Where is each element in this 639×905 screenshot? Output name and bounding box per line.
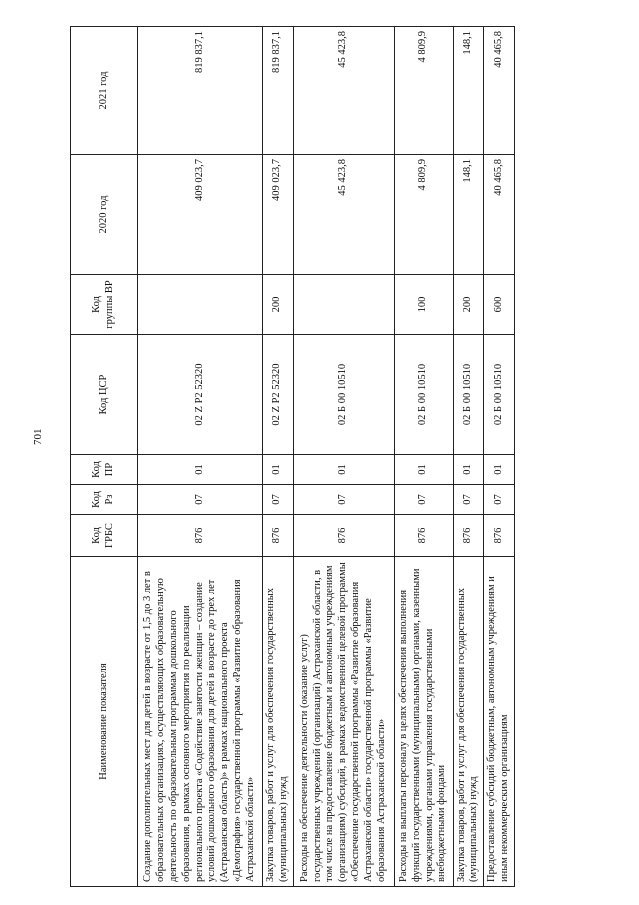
cell-pr: 01 (263, 455, 294, 485)
cell-csr: 02 Z P2 52320 (263, 335, 294, 455)
cell-vr: 100 (394, 275, 453, 335)
header-2021: 2021 год (71, 27, 138, 155)
header-csr: Код ЦСР (71, 335, 138, 455)
cell-pr: 01 (484, 455, 515, 485)
cell-pr: 01 (293, 455, 394, 485)
rotated-table-container (70, 27, 530, 887)
cell-2020: 409 023,7 (138, 155, 263, 275)
cell-2020: 148,1 (453, 155, 484, 275)
cell-vr: 600 (484, 275, 515, 335)
cell-name: Закупка товаров, работ и услуг для обеспечения государственных (муниципальных) нужд (263, 557, 294, 887)
cell-name: Предоставление субсидий бюджетным, автономным учреждениям и иным некоммерческим организациям (484, 557, 515, 887)
table-row (138, 27, 263, 887)
cell-2021: 819 837,1 (263, 27, 294, 155)
cell-vr (293, 275, 394, 335)
table-row (293, 27, 394, 887)
cell-grbs: 876 (138, 515, 263, 557)
cell-pr: 01 (138, 455, 263, 485)
table-row (263, 27, 294, 887)
cell-rz: 07 (484, 485, 515, 515)
cell-csr: 02 Z P2 52320 (138, 335, 263, 455)
cell-rz: 07 (293, 485, 394, 515)
cell-name: Расходы на обеспечение деятельности (оказание услуг) государственных учреждений (организаций) Астраханской области, в том числе на предоставление бюджетным и автономным учреждениям (организациям) субсидий, в рамках ведомственной целевой программы «Обеспечение государственной программы «Развитие образования Астраханской области» государственной программы «Развитие образования Астраханской области» (293, 557, 394, 887)
page-number: 701 (32, 428, 44, 445)
cell-vr (138, 275, 263, 335)
cell-2020: 40 465,8 (484, 155, 515, 275)
header-rz: Код Рз (71, 485, 138, 515)
cell-pr: 01 (394, 455, 453, 485)
header-vr: Код группы ВР (71, 275, 138, 335)
cell-2021: 148,1 (453, 27, 484, 155)
cell-rz: 07 (394, 485, 453, 515)
cell-2021: 45 423,8 (293, 27, 394, 155)
cell-2021: 40 465,8 (484, 27, 515, 155)
table-row (453, 27, 484, 887)
cell-2020: 45 423,8 (293, 155, 394, 275)
cell-csr: 02 Б 00 10510 (394, 335, 453, 455)
cell-grbs: 876 (293, 515, 394, 557)
cell-csr: 02 Б 00 10510 (453, 335, 484, 455)
cell-grbs: 876 (263, 515, 294, 557)
cell-grbs: 876 (453, 515, 484, 557)
cell-2021: 4 809,9 (394, 27, 453, 155)
header-pr: Код ПР (71, 455, 138, 485)
cell-rz: 07 (263, 485, 294, 515)
cell-vr: 200 (263, 275, 294, 335)
cell-csr: 02 Б 00 10510 (293, 335, 394, 455)
cell-2020: 4 809,9 (394, 155, 453, 275)
cell-name: Создание дополнительных мест для детей в возрасте от 1,5 до 3 лет в образовательных организациях, осуществляющих образовательную деятельность по образовательным программам дошкольного образования, в рамках основного мероприятия по реализации регионального проекта «Содействие занятости женщин – создание условий дошкольного образования для детей в возрасте до трех лет (Астраханская область)» в рамках национального проекта «Демография» государственной программы «Развитие образования Астраханской области» (138, 557, 263, 887)
header-2020: 2020 год (71, 155, 138, 275)
cell-grbs: 876 (394, 515, 453, 557)
cell-2021: 819 837,1 (138, 27, 263, 155)
cell-grbs: 876 (484, 515, 515, 557)
cell-rz: 07 (138, 485, 263, 515)
cell-name: Расходы на выплаты персоналу в целях обеспечения выполнения функций государственными (муниципальными) органами, казенными учреждениями, органами управления государственными внебюджетными фондами (394, 557, 453, 887)
cell-pr: 01 (453, 455, 484, 485)
table-row (394, 27, 453, 887)
header-name: Наименование показателя (71, 557, 138, 887)
cell-vr: 200 (453, 275, 484, 335)
cell-name: Закупка товаров, работ и услуг для обеспечения государственных (муниципальных) нужд (453, 557, 484, 887)
cell-rz: 07 (453, 485, 484, 515)
cell-csr: 02 Б 00 10510 (484, 335, 515, 455)
header-grbs: Код ГРБС (71, 515, 138, 557)
table-row (484, 27, 515, 887)
table-header-row (71, 27, 138, 887)
budget-table (70, 26, 515, 887)
cell-2020: 409 023,7 (263, 155, 294, 275)
